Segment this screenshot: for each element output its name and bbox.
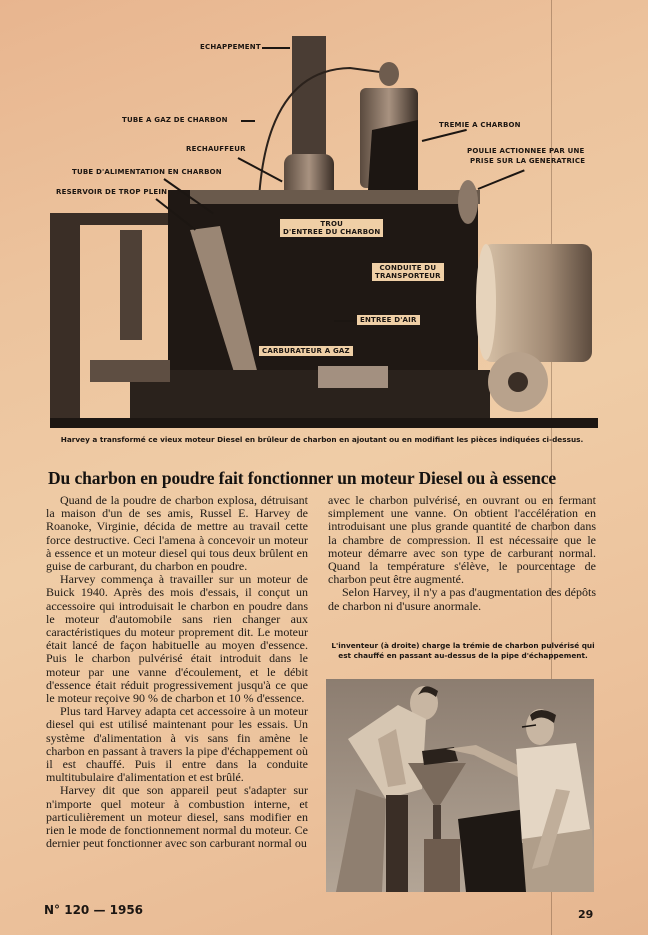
label-conduite-line1: CONDUITE DU	[379, 264, 437, 272]
arrow-echappement	[262, 47, 290, 49]
label-trou-line2: D'ENTREE DU CHARBON	[283, 228, 381, 236]
label-poulie-line1: POULIE ACTIONNEE PAR UNE	[467, 147, 585, 155]
label-reservoir: RESERVOIR DE TROP PLEIN	[56, 188, 168, 196]
label-conduite-transporteur	[372, 263, 444, 281]
label-poulie-line2: PRISE SUR LA GENERATRICE	[470, 157, 586, 165]
article-column-1	[46, 494, 308, 850]
arrow-entree-air	[334, 320, 356, 322]
paragraph: Selon Harvey, il n'y a pas d'augmentation des dépôts de charbon ni d'usure anormale.	[328, 585, 596, 613]
label-tube-alimentation: TUBE D'ALIMENTATION EN CHARBON	[72, 168, 222, 176]
label-trou-line1: TROU	[320, 220, 344, 228]
paragraph: avec le charbon pulvérisé, en ouvrant ou en fermant simplement une vanne. On obtient l'accélération en introduisant une plus grande quantité de charbon dans la chambre de compression. Il est nécessaire que le moteur démarre avec son type de carburant normal. Quand la température s'élève, le pourcentage de charbon peut être augmenté.	[328, 493, 596, 587]
article-column-2	[328, 494, 596, 613]
label-carburateur: CARBURATEUR A GAZ	[259, 346, 353, 356]
label-tremie: TREMIE A CHARBON	[439, 121, 521, 129]
figure2-caption: L'inventeur (à droite) charge la trémie de charbon pulvérisé qui est chauffé en passant au-dessus de la pipe d'échappement.	[331, 641, 595, 660]
figure1-caption: Harvey a transformé ce vieux moteur Diesel en brûleur de charbon en ajoutant ou en modifiant les pièces indiquées ci-dessus.	[60, 435, 584, 444]
paragraph: Harvey dit que son appareil peut s'adapter sur n'importe quel moteur à combustion interne, et particulièrement un moteur diesel, sans modifier en rien le mode de fonctionnement normal du moteur. Ce dernier peut fonctionner avec son carburant normal ou	[46, 783, 308, 851]
label-entree-air: ENTREE D'AIR	[357, 315, 420, 325]
label-echappement: ECHAPPEMENT	[200, 43, 261, 51]
label-tube-gaz: TUBE A GAZ DE CHARBON	[122, 116, 228, 124]
label-trou-entree-charbon	[280, 219, 383, 237]
page-number: 29	[578, 908, 594, 921]
arrow-tube-gaz	[241, 120, 255, 122]
label-conduite-line2: TRANSPORTEUR	[375, 272, 441, 280]
article-headline: Du charbon en poudre fait fonctionner un moteur Diesel ou à essence	[48, 468, 557, 488]
paragraph: Harvey commença à travailler sur un moteur de Buick 1940. Après des mois d'essais, il conçut un accessoire qui introduisait le charbon en poudre dans le moteur d'automobile sans rien changer aux caractéristiques du moteur proprement dit. Le moteur était lancé de façon habituelle au moyen d'essence. Puis le charbon pulvérisé était introduit dans le moteur par une vanne d'écoulement, et le débit d'essence était réduit progressivement jusqu'à ce que le moteur reçoive 90 % de charbon et 10 % d'essence.	[46, 572, 308, 706]
paragraph: Plus tard Harvey adapta cet accessoire à un moteur diesel qui est utilisé maintenant pour les essais. Un système d'alimentation à vis sans fin amène le charbon en passant à travers la pipe d'échappement où il est chauffé. Puis il entre dans la conduite multitubulaire d'alimentation et est brûlé.	[46, 704, 308, 785]
paragraph: Quand de la poudre de charbon explosa, détruisant la maison d'un de ses amis, Russel E. Harvey de Roanoke, Virginie, décida de mettre au travail cette force destructive. Ceci l'amena à concevoir un moteur à essence et un moteur diesel qui tous deux brûlent en guise de carburant, du charbon en poudre.	[46, 493, 308, 574]
label-rechauffeur: RECHAUFFEUR	[186, 145, 246, 153]
inventor-photo	[326, 679, 594, 892]
issue-number: N° 120 — 1956	[44, 903, 144, 917]
